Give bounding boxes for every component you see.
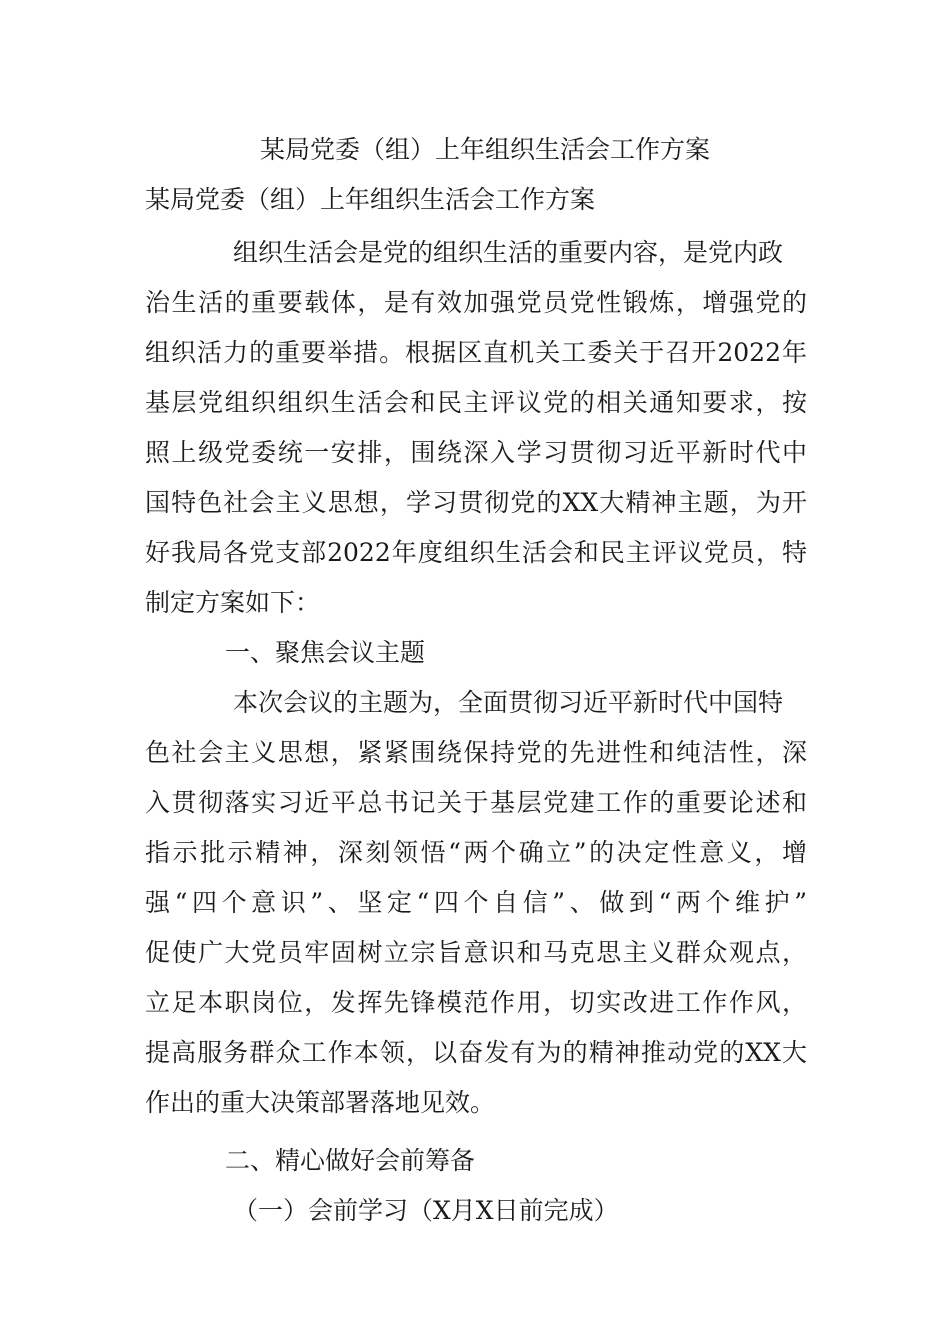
paragraph-line: 好我局各党支部2022年度组织生活会和民主评议党员，特 [145,538,807,567]
paragraph-line: 色社会主义思想，紧紧围绕保持党的先进性和纯洁性，深 [145,738,807,767]
paragraph-line: 立足本职岗位，发挥先锋模范作用，切实改进工作作风， [145,988,807,1017]
document-subtitle: 某局党委（组）上年组织生活会工作方案 [145,185,596,214]
paragraph-line: 制定方案如下： [145,588,321,617]
document-body [145,228,807,1236]
paragraph-line: 照上级党委统一安排，围绕深入学习贯彻习近平新时代中 [145,438,807,467]
paragraph-line: 入贯彻落实习近平总书记关于基层党建工作的重要论述和 [145,788,807,817]
subsection-heading: （一）会前学习（X月X日前完成） [233,1196,619,1225]
paragraph-line: 国特色社会主义思想，学习贯彻党的XX大精神主题，为开 [145,488,807,517]
paragraph-line: 组织生活会是党的组织生活的重要内容，是党内政 [233,238,784,267]
paragraph-line: 本次会议的主题为，全面贯彻习近平新时代中国特 [233,688,784,717]
paragraph-line: 作出的重大决策部署落地见效。 [145,1088,496,1117]
document-title: 某局党委（组）上年组织生活会工作方案 [259,135,710,164]
paragraph-line: 治生活的重要载体，是有效加强党员党性锻炼，增强党的 [145,288,807,317]
paragraph-line: 基层党组织组织生活会和民主评议党的相关通知要求，按 [145,388,807,417]
paragraph-line: 组织活力的重要举措。根据区直机关工委关于召开2022年 [145,338,807,367]
section-heading: 一、聚焦会议主题 [225,638,426,667]
paragraph-line: 强“四个意识”、坚定“四个自信”、做到“两个维护” [145,888,807,917]
section-heading: 二、精心做好会前筹备 [225,1146,476,1175]
paragraph-line: 提高服务群众工作本领，以奋发有为的精神推动党的XX大 [145,1038,807,1067]
paragraph-line: 促使广大党员牢固树立宗旨意识和马克思主义群众观点， [145,938,807,967]
paragraph-line: 指示批示精神，深刻领悟“两个确立”的决定性意义，增 [145,838,807,867]
